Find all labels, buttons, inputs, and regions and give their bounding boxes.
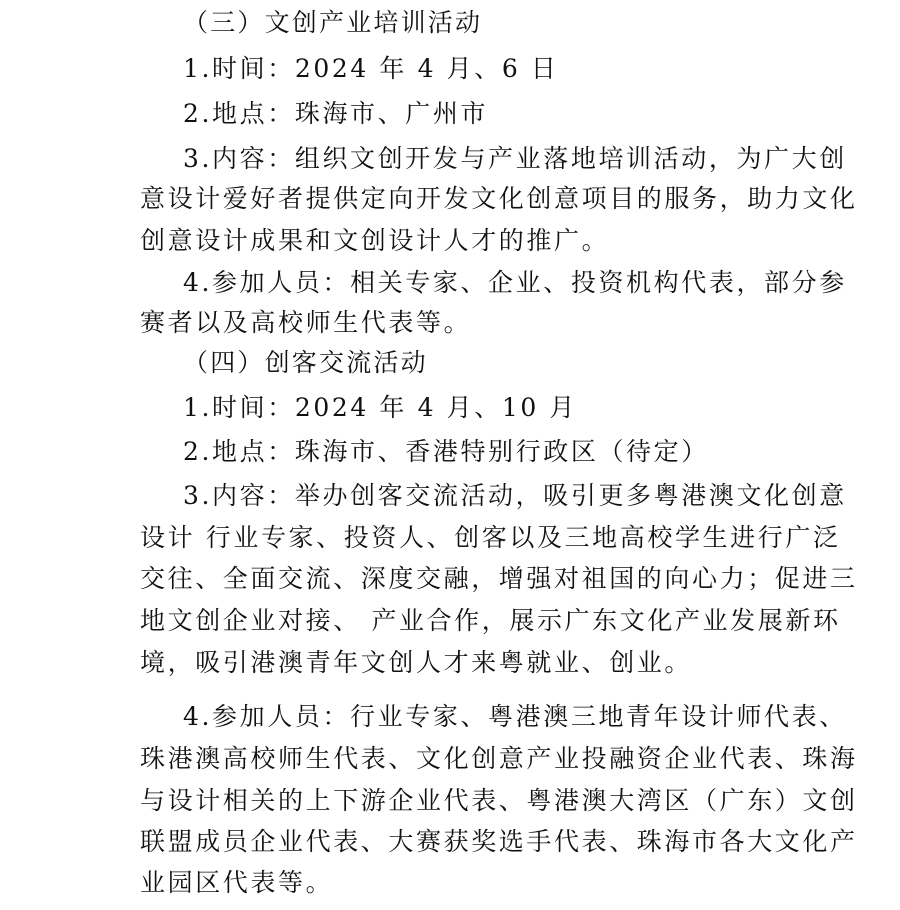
training-content-line-3: 创意设计成果和文创设计人才的推广。 <box>140 226 610 255</box>
maker-participants-line-1: 4.参加人员：行业专家、粤港澳三地青年设计师代表、 <box>183 702 847 731</box>
training-time: 1.时间：2024 年 4 月、6 日 <box>183 54 559 83</box>
section-heading-training: （三）文创产业培训活动 <box>183 8 483 37</box>
maker-participants-line-5: 业园区代表等。 <box>140 868 334 897</box>
training-content-line-2: 意设计爱好者提供定向开发文化创意项目的服务，助力文化 <box>140 184 858 213</box>
training-content-line-1: 3.内容：组织文创开发与产业落地培训活动，为广大创 <box>183 144 847 173</box>
section-heading-maker-exchange: （四）创客交流活动 <box>183 348 428 377</box>
maker-participants-line-4: 联盟成员企业代表、大赛获奖选手代表、珠海市各大文化产 <box>140 827 858 856</box>
maker-content-line-3: 交往、全面交流、深度交融，增强对祖国的向心力；促进三 <box>140 564 858 593</box>
training-place: 2.地点：珠海市、广州市 <box>183 99 489 128</box>
maker-content-line-4: 地文创企业对接、 产业合作，展示广东文化产业发展新环 <box>140 606 841 635</box>
maker-content-line-2: 设计 行业专家、投资人、创客以及三地高校学生进行广泛 <box>140 523 841 552</box>
training-participants-line-2: 赛者以及高校师生代表等。 <box>140 308 472 337</box>
maker-content-line-1: 3.内容：举办创客交流活动，吸引更多粤港澳文化创意 <box>183 481 847 510</box>
maker-participants-line-3: 与设计相关的上下游企业代表、粤港澳大湾区（广东）文创 <box>140 786 858 815</box>
maker-time: 1.时间：2024 年 4 月、10 月 <box>183 393 577 422</box>
maker-place: 2.地点：珠海市、香港特别行政区（待定） <box>183 437 709 466</box>
training-participants-line-1: 4.参加人员：相关专家、企业、投资机构代表，部分参 <box>183 268 847 297</box>
maker-participants-line-2: 珠港澳高校师生代表、文化创意产业投融资企业代表、珠海 <box>140 744 858 773</box>
maker-content-line-5: 境，吸引港澳青年文创人才来粤就业、创业。 <box>140 648 693 677</box>
